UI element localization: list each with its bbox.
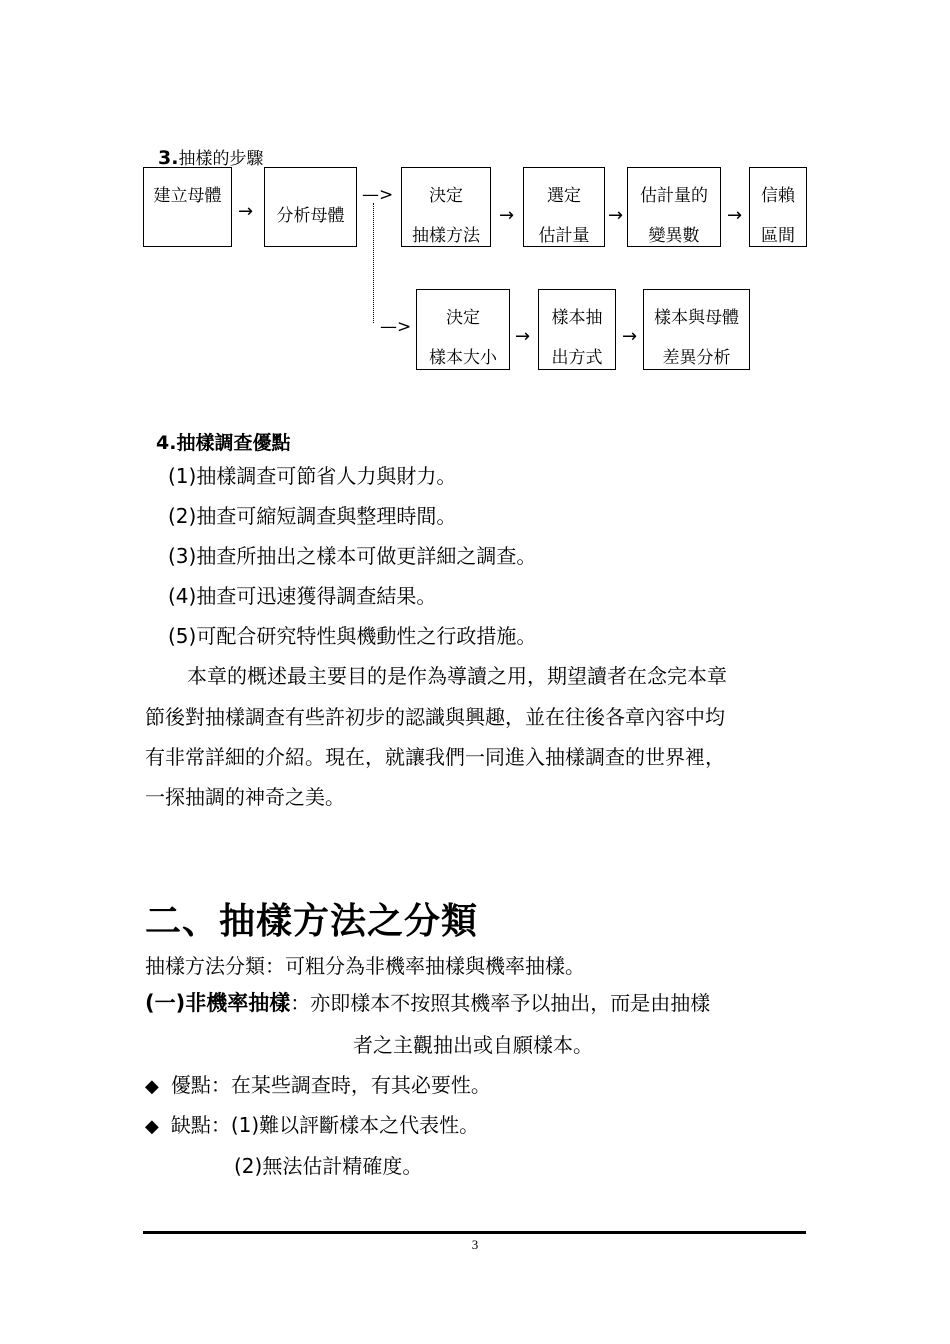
flow-arrow: → [515, 326, 531, 347]
non-probability-text: ：亦即樣本不按照其機率予以抽出，而是由抽樣 [290, 991, 711, 1015]
flow-arrow: → [608, 205, 624, 226]
non-probability-line1 [145, 993, 710, 1014]
step-label-line2: 差異分析 [662, 348, 731, 368]
summary-paragraph-line1: 本章的概述最主要目的是作為導讀之用，期望讀者在念完本章 [187, 664, 727, 688]
step-label-line1: 樣本與母體 [654, 308, 739, 328]
summary-paragraph-line3: 有非常詳細的介紹。現在，就讓我們一同進入抽樣調查的世界裡， [145, 745, 725, 769]
diamond-bullet-icon: ◆ [145, 1076, 159, 1097]
step-label-line2: 樣本大小 [429, 348, 497, 368]
step-label-line1: 選定 [547, 186, 581, 206]
step-label-line2: 區間 [761, 226, 795, 246]
footer-rule [143, 1231, 806, 1234]
dotted-connector [373, 203, 374, 323]
non-probability-label: (一)非機率抽樣 [145, 991, 291, 1015]
diamond-bullet-icon: ◆ [145, 1116, 159, 1137]
step-box-build-population [143, 167, 232, 247]
branch-arrow: —> [380, 317, 412, 337]
step-box-sampling-way [538, 289, 616, 370]
summary-paragraph-line4: 一探抽調的神奇之美。 [145, 785, 345, 809]
section3-heading [158, 144, 263, 169]
disadvantage-text: 缺點：(1)難以評斷樣本之代表性。 [170, 1113, 480, 1137]
step-box-decide-sample-size [416, 289, 510, 370]
step-box-confidence-interval [749, 167, 807, 247]
step-box-difference-analysis [643, 289, 750, 370]
summary-paragraph-line2: 節後對抽樣調查有些許初步的認識與興趣，並在往後各章內容中均 [145, 705, 725, 729]
flow-arrow: → [727, 205, 743, 226]
step-label-line1: 信賴 [761, 186, 795, 206]
page-number: 3 [471, 1237, 479, 1252]
step-box-decide-method [401, 167, 491, 247]
advantage-item-3: (3)抽查所抽出之樣本可做更詳細之調查。 [168, 544, 537, 568]
non-probability-line2: 者之主觀抽出或自願樣本。 [353, 1033, 593, 1057]
step-box-select-estimator [523, 167, 605, 247]
section3-title: 抽樣的步驟 [178, 149, 264, 169]
flow-arrow: → [238, 201, 254, 222]
step-label-line2: 抽樣方法 [412, 226, 480, 246]
advantage-item-2: (2)抽查可縮短調查與整理時間。 [168, 504, 457, 528]
section4-title: 4.抽樣調查優點 [156, 432, 291, 454]
step-label-line2: 估計量 [538, 226, 590, 246]
step-label: 建立母體 [153, 186, 222, 206]
step-box-estimator-variance [627, 167, 721, 247]
branch-arrow: —> [362, 185, 394, 205]
step-box-analyze-population [264, 167, 357, 247]
flow-arrow: → [622, 326, 638, 347]
classification-intro: 抽樣方法分類：可粗分為非機率抽樣與機率抽樣。 [145, 954, 585, 978]
step-label-line1: 樣本抽 [551, 308, 603, 328]
step-label-line1: 估計量的 [640, 186, 708, 206]
advantage-text: 優點：在某些調查時，有其必要性。 [170, 1073, 491, 1097]
step-label-line1: 決定 [429, 186, 463, 206]
advantage-item-1: (1)抽樣調查可節省人力與財力。 [168, 464, 457, 488]
advantage-item-5: (5)可配合研究特性與機動性之行政措施。 [168, 624, 537, 648]
step-label-line2: 出方式 [551, 348, 603, 368]
advantage-bullet [145, 1075, 491, 1096]
disadvantage-line2: (2)無法估計精確度。 [234, 1154, 423, 1178]
disadvantage-bullet [145, 1115, 479, 1136]
flow-arrow: → [499, 205, 515, 226]
advantage-item-4: (4)抽查可迅速獲得調查結果。 [168, 584, 437, 608]
chapter-title: 二、抽樣方法之分類 [145, 901, 479, 942]
step-label-line1: 決定 [446, 308, 480, 328]
step-label-line2: 變異數 [648, 226, 700, 246]
section3-number: 3. [158, 147, 179, 169]
step-label: 分析母體 [276, 206, 345, 226]
